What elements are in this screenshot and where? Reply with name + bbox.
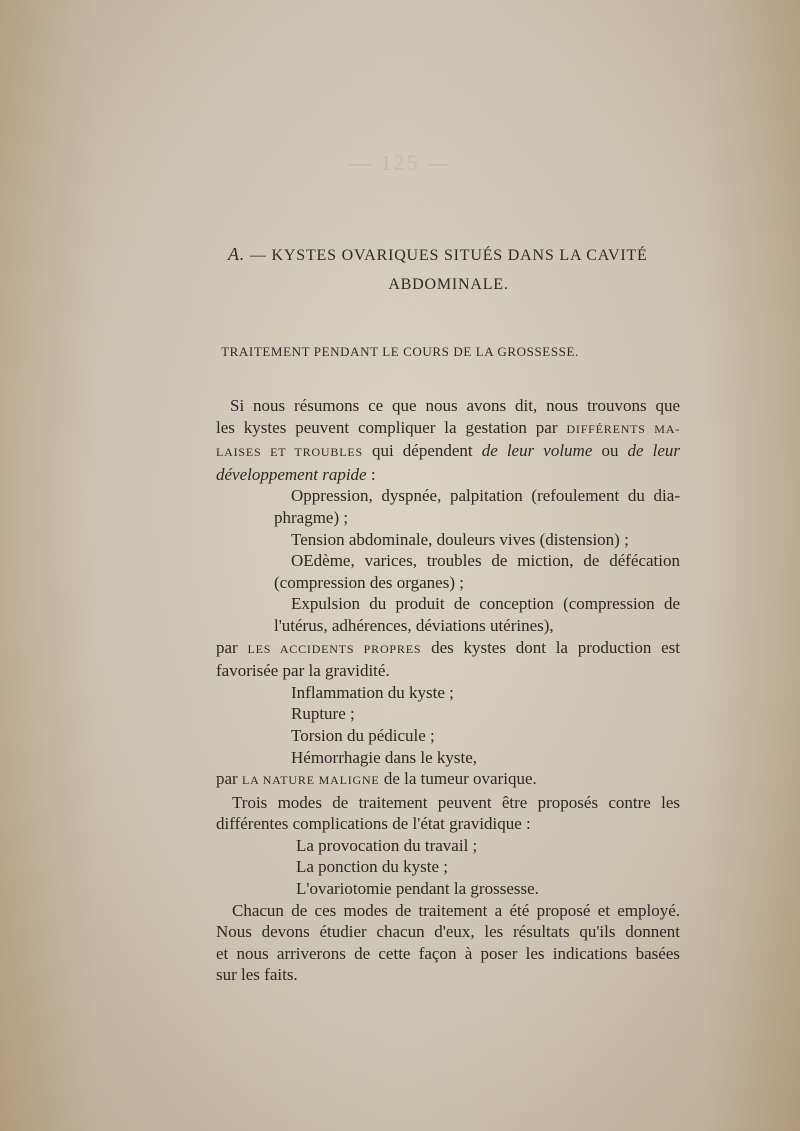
para4-line2: différentes complications de l'état gravidique : [216, 814, 531, 834]
list1-item4-cont: l'utérus, adhérences, déviations utérines), [274, 615, 554, 635]
italic-run: de leur [627, 441, 680, 461]
para4-line1: Trois modes de traitement peuvent être proposés contre les [232, 792, 680, 812]
list2-item2: Rupture ; [291, 704, 355, 724]
list1-item1-cont: phragme) ; [274, 507, 349, 527]
smallcaps-run: LA NATURE MALIGNE [241, 773, 380, 788]
subheading: TRAITEMENT PENDANT LE COURS DE LA GROSSESSE. [221, 344, 579, 359]
text-run: ou [601, 441, 619, 461]
list3-item1: La provocation du travail ; [296, 835, 478, 855]
list1-item3-cont: (compression des organes) ; [274, 572, 464, 592]
para2-line1 [216, 637, 680, 661]
body-text [216, 395, 680, 986]
para1-line3 [216, 440, 680, 464]
text-run: par [216, 637, 238, 657]
italic-run: de leur volume [481, 441, 593, 461]
smallcaps-run: DIFFÉRENTS MA- [566, 421, 680, 436]
list1-item2: Tension abdominale, douleurs vives (distension) ; [291, 529, 629, 549]
heading-line1: KYSTES OVARIQUES SITUÉS DANS LA CAVITÉ [271, 247, 648, 264]
italic-run: développement rapide [216, 464, 367, 484]
para1-line2 [216, 417, 680, 441]
text-run: qui dépendent [372, 441, 473, 461]
section-heading [228, 244, 648, 265]
list2-item1: Inflammation du kyste ; [291, 682, 454, 702]
para3-line1 [216, 768, 680, 792]
text-run: de la tumeur ovarique. [383, 769, 537, 789]
para5-line2: Nous devons étudier chacun d'eux, les résultats qu'ils donnent [216, 922, 680, 942]
list1-item1-first: Oppression, dyspnée, palpitation (refoulement du dia- [291, 486, 680, 506]
para2-line2: favorisée par la gravidité. [216, 661, 390, 681]
heading-dash: — [249, 247, 267, 264]
list2-item3: Torsion du pédicule ; [291, 725, 435, 745]
text-run: les kystes peuvent compliquer la gestation par [216, 417, 558, 437]
para5-line4: sur les faits. [216, 965, 298, 985]
list3-item3: L'ovariotomie pendant la grossesse. [296, 879, 539, 899]
list3-item2: La ponction du kyste ; [296, 857, 449, 877]
smallcaps-run: LES ACCIDENTS PROPRES [247, 641, 422, 656]
smallcaps-run: LAISES ET TROUBLES [216, 445, 363, 460]
text-run: des kystes dont la production est [431, 637, 680, 657]
list1-item3-first: OEdème, varices, troubles de miction, de défécation [291, 551, 680, 571]
para5-line1: Chacun de ces modes de traitement a été proposé et employé. [232, 900, 680, 920]
list1-item4-first: Expulsion du produit de conception (compression de [291, 594, 680, 614]
list2-item4: Hémorrhagie dans le kyste, [291, 747, 477, 767]
text-run: : [366, 464, 376, 484]
heading-line2: ABDOMINALE. [388, 276, 509, 293]
text-run: par [216, 769, 238, 789]
para1-line4 [216, 464, 680, 486]
para1-line1: Si nous résumons ce que nous avons dit, nous trouvons que [230, 396, 680, 415]
section-letter: A. [228, 244, 246, 264]
para5-line3: et nous arriverons de cette façon à poser les indications basées [216, 943, 680, 963]
page-number: — 125 — [349, 150, 451, 175]
